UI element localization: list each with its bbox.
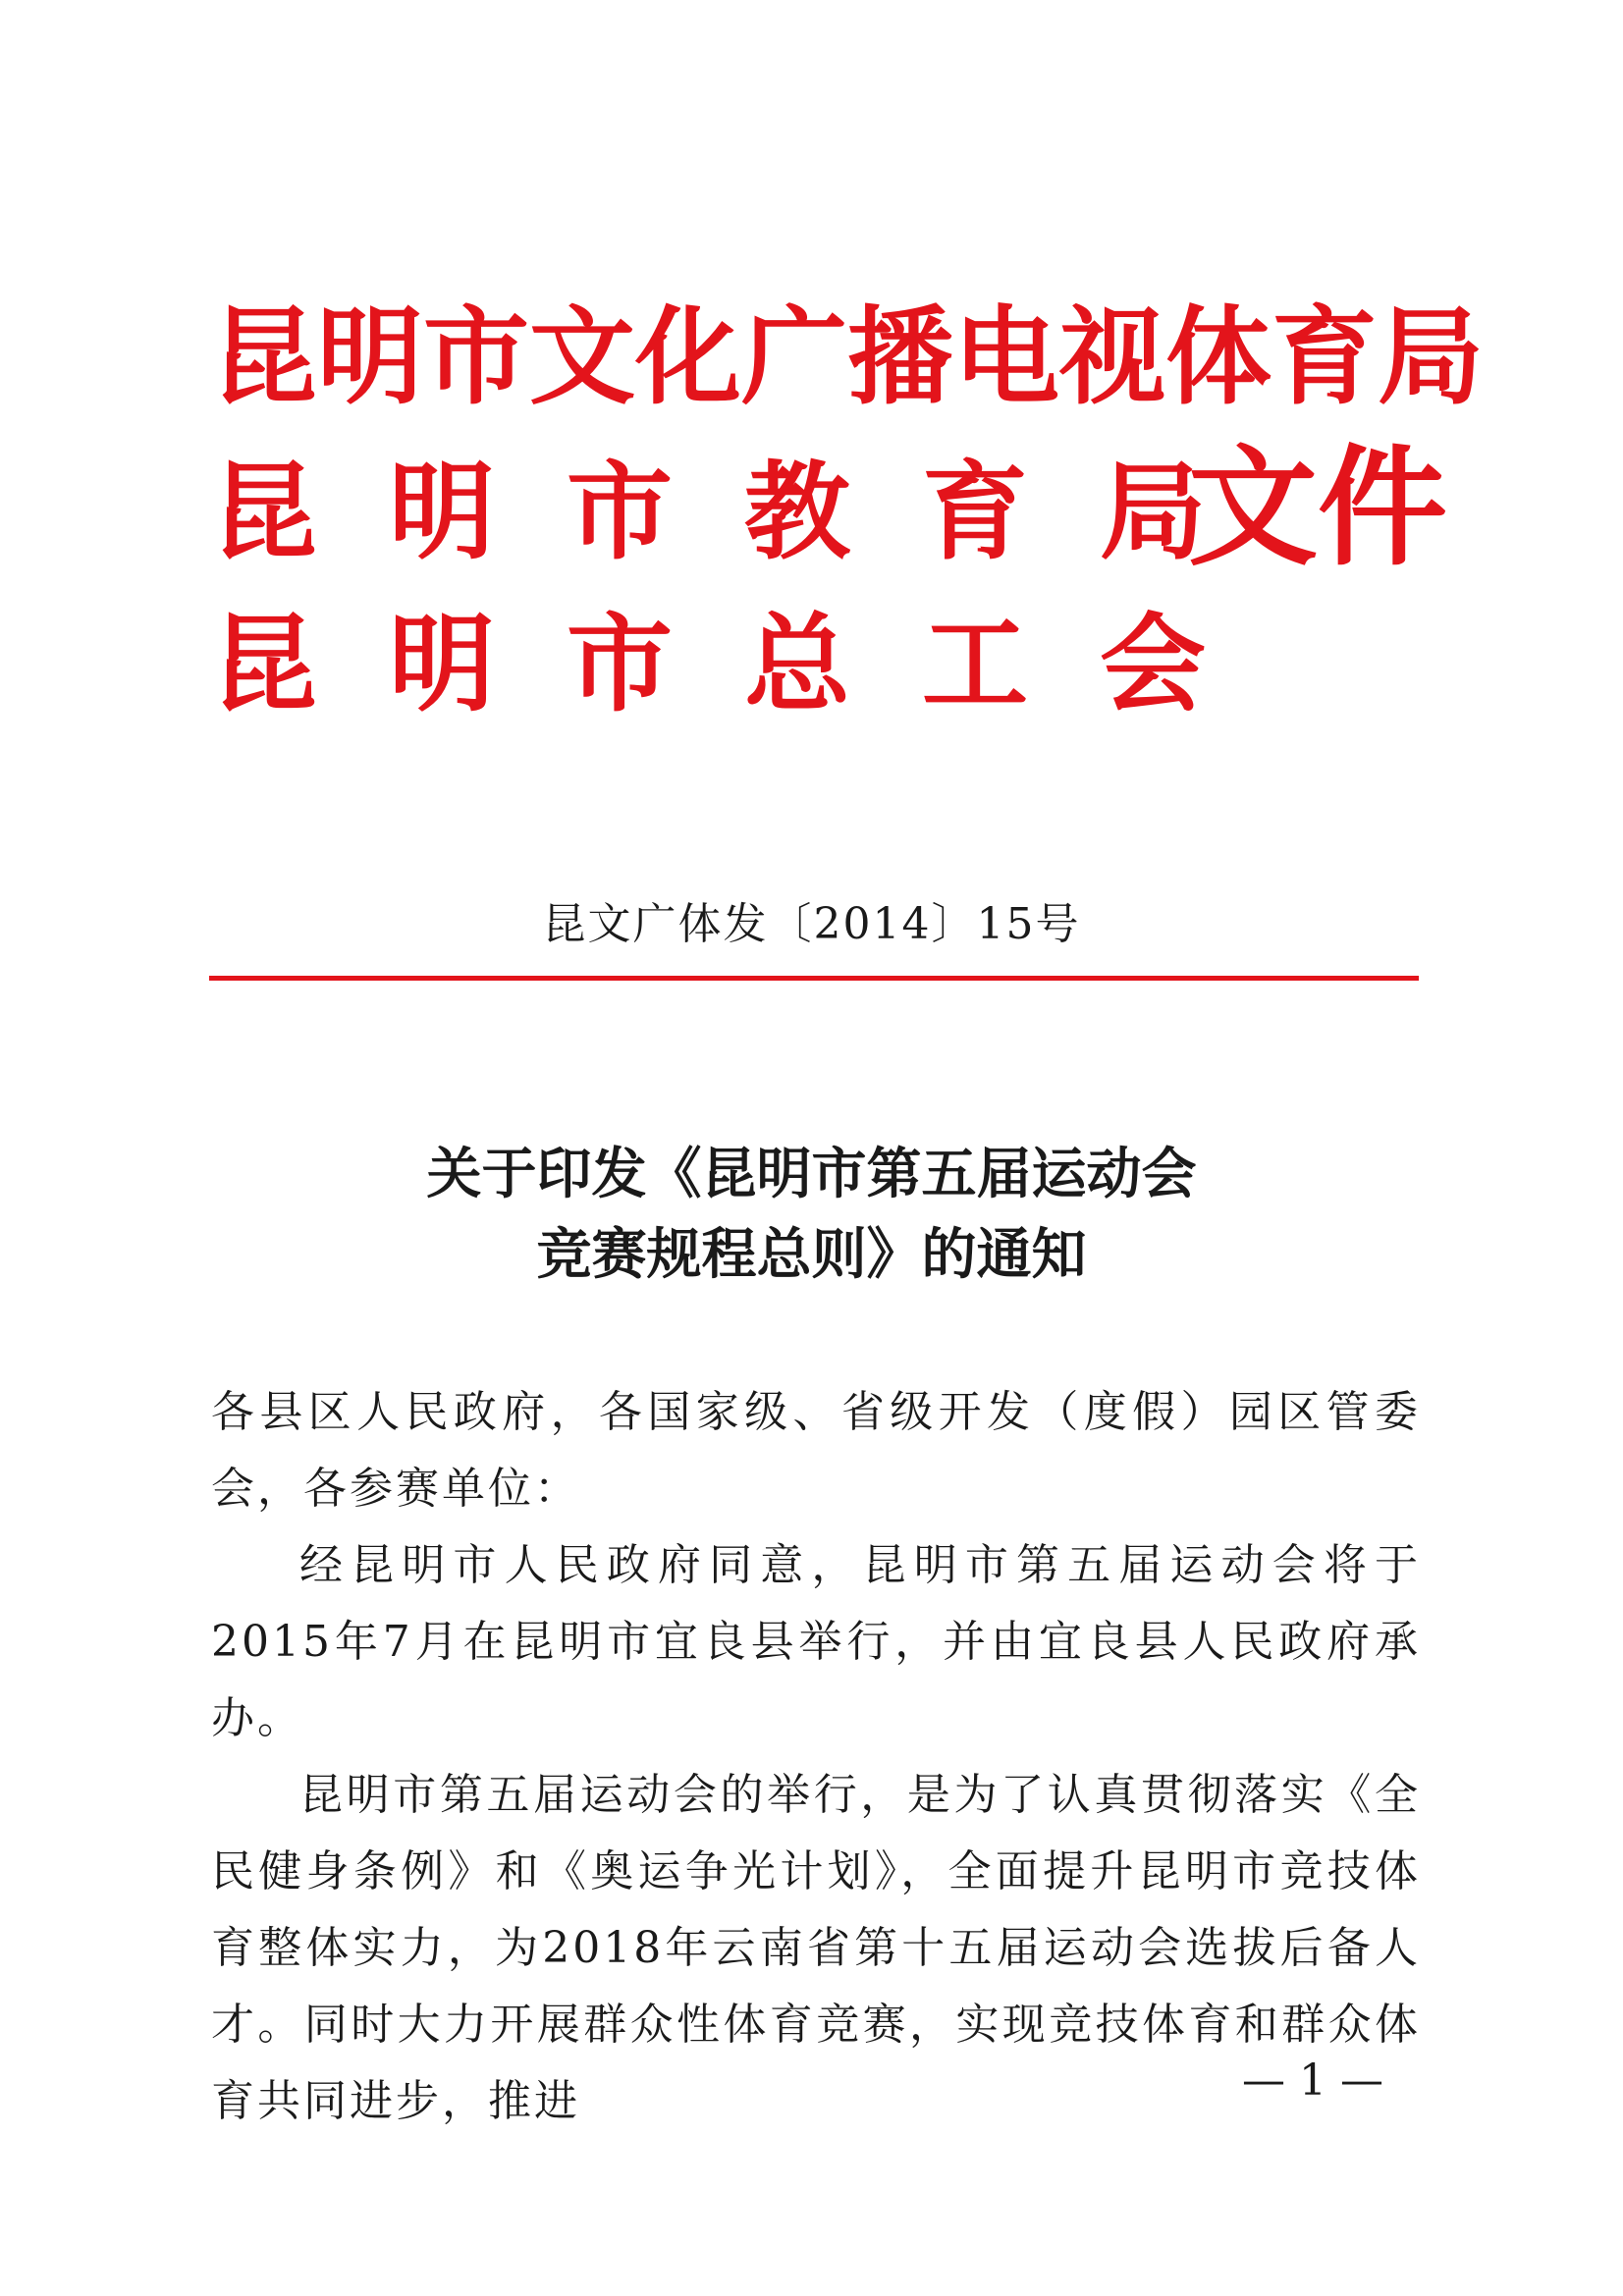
- document-number: 昆文广体发〔2014〕15号: [542, 899, 1081, 949]
- issuing-org-education: 昆明市教育局: [211, 451, 1278, 574]
- body-paragraph: 昆明市第五届运动会的举行，是为了认真贯彻落实《全民健身条例》和《奥运争光计划》，全面提升昆明市竞技体育整体实力，为2018年云南省第十五届运动会选拔后备人才。同时大力开展群众性体育竞赛，实现竞技体育和群众体育共同进步，推进: [211, 1770, 1421, 2126]
- document-title-line-1: 关于印发《昆明市第五届运动会: [426, 1142, 1197, 1206]
- page-number: — 1 —: [1242, 2056, 1383, 2106]
- document-body: [211, 1374, 1421, 2140]
- document-type-label: 文件: [1188, 432, 1447, 584]
- red-divider-line: [209, 976, 1419, 981]
- document-title-line-2: 竞赛规程总则》的通知: [536, 1222, 1087, 1287]
- issuing-org-trade-union: 昆明市总工会: [211, 603, 1278, 726]
- body-paragraph: 经昆明市人民政府同意，昆明市第五届运动会将于2015年7月在昆明市宜良县举行，并由宜良县人民政府承办。: [211, 1540, 1421, 1743]
- issuing-org-culture-sports: 昆明市文化广播电视体育局: [211, 295, 1485, 419]
- addressee: 各县区人民政府，各国家级、省级开发（度假）园区管委会，各参赛单位：: [211, 1387, 1421, 1514]
